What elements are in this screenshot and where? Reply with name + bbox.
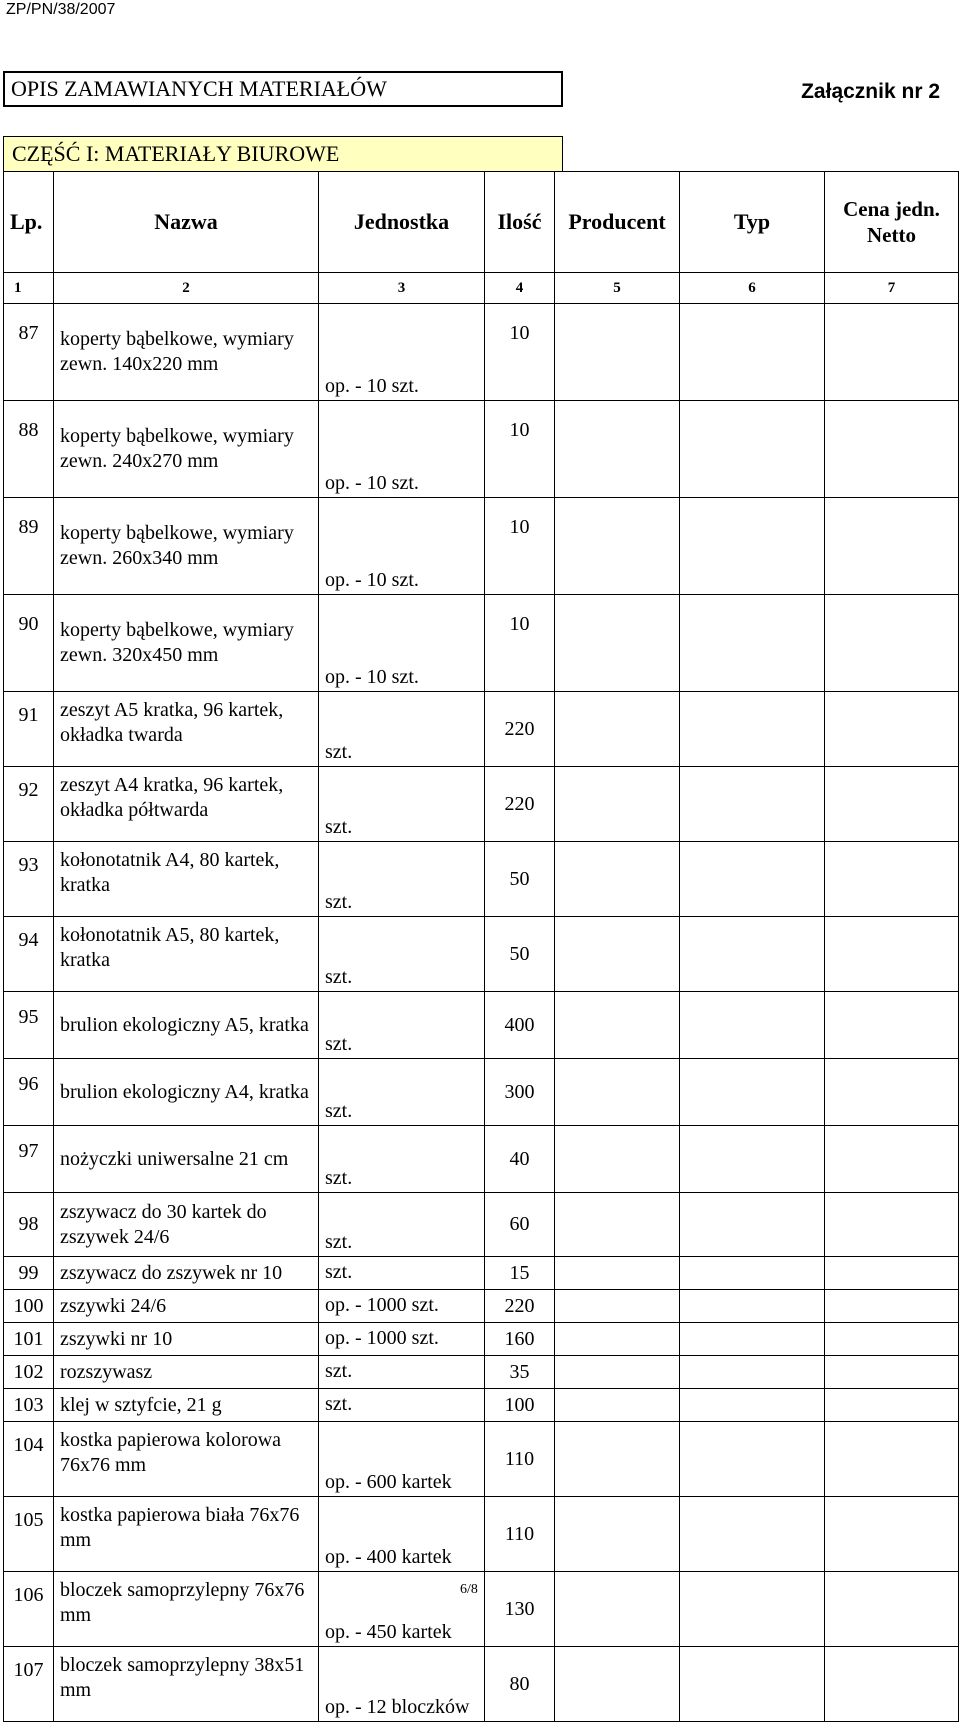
row-price	[825, 304, 959, 401]
row-price	[825, 595, 959, 692]
row-name: nożyczki uniwersalne 21 cm	[54, 1126, 319, 1193]
header-price-line1: Cena jedn.	[843, 197, 940, 221]
table-row	[4, 1389, 959, 1422]
row-price	[825, 992, 959, 1059]
row-price	[825, 1323, 959, 1356]
table-row	[4, 917, 959, 992]
row-type	[680, 1497, 825, 1572]
row-producer	[555, 1126, 680, 1193]
row-type	[680, 842, 825, 917]
row-lp: 95	[4, 992, 54, 1059]
row-price	[825, 1059, 959, 1126]
row-qty: 300	[485, 1059, 555, 1126]
table-row	[4, 1323, 959, 1356]
document-code: ZP/PN/38/2007	[6, 1, 116, 18]
row-unit: op. - 450 kartek	[319, 1572, 485, 1647]
row-lp: 104	[4, 1422, 54, 1497]
row-unit: szt.	[319, 1257, 485, 1290]
header-name: Nazwa	[54, 172, 319, 273]
row-producer	[555, 1647, 680, 1722]
row-type	[680, 304, 825, 401]
row-lp: 99	[4, 1257, 54, 1290]
row-producer	[555, 304, 680, 401]
header-price	[825, 172, 959, 273]
row-producer	[555, 1497, 680, 1572]
row-type	[680, 595, 825, 692]
table-row	[4, 1356, 959, 1389]
row-lp: 105	[4, 1497, 54, 1572]
row-price	[825, 1290, 959, 1323]
row-qty: 110	[485, 1497, 555, 1572]
row-price	[825, 1356, 959, 1389]
row-name: zszywki 24/6	[54, 1290, 319, 1323]
row-price	[825, 1422, 959, 1497]
row-qty: 400	[485, 992, 555, 1059]
row-qty: 10	[485, 401, 555, 498]
row-producer	[555, 1422, 680, 1497]
column-number: 3	[319, 273, 485, 304]
row-type	[680, 401, 825, 498]
row-producer	[555, 1059, 680, 1126]
row-name: bloczek samoprzylepny 76x76 mm	[54, 1572, 319, 1647]
row-price	[825, 1497, 959, 1572]
row-lp: 94	[4, 917, 54, 992]
row-producer	[555, 1323, 680, 1356]
row-producer	[555, 1572, 680, 1647]
row-unit: szt.	[319, 1356, 485, 1389]
row-producer	[555, 595, 680, 692]
row-name: brulion ekologiczny A5, kratka	[54, 992, 319, 1059]
row-unit: op. - 10 szt.	[319, 595, 485, 692]
row-unit: szt.	[319, 1193, 485, 1257]
row-type	[680, 1323, 825, 1356]
row-type	[680, 1290, 825, 1323]
row-lp: 93	[4, 842, 54, 917]
row-qty: 60	[485, 1193, 555, 1257]
row-unit: szt.	[319, 1389, 485, 1422]
row-unit: op. - 400 kartek	[319, 1497, 485, 1572]
row-lp: 98	[4, 1193, 54, 1257]
row-name: koperty bąbelkowe, wymiary zewn. 320x450 mm	[54, 595, 319, 692]
table-row	[4, 1193, 959, 1257]
row-lp: 88	[4, 401, 54, 498]
row-qty: 10	[485, 304, 555, 401]
table-row	[4, 401, 959, 498]
row-name: kostka papierowa biała 76x76 mm	[54, 1497, 319, 1572]
row-qty: 50	[485, 917, 555, 992]
header-type: Typ	[680, 172, 825, 273]
row-producer	[555, 1257, 680, 1290]
table-body	[4, 304, 959, 1722]
row-type	[680, 1126, 825, 1193]
row-name: koperty bąbelkowe, wymiary zewn. 260x340 mm	[54, 498, 319, 595]
row-price	[825, 1193, 959, 1257]
row-lp: 100	[4, 1290, 54, 1323]
row-unit: op. - 1000 szt.	[319, 1290, 485, 1323]
row-unit: op. - 10 szt.	[319, 498, 485, 595]
row-unit: szt.	[319, 842, 485, 917]
row-producer	[555, 498, 680, 595]
row-price	[825, 1389, 959, 1422]
table-row	[4, 692, 959, 767]
table-row	[4, 1059, 959, 1126]
row-name: koperty bąbelkowe, wymiary zewn. 140x220 mm	[54, 304, 319, 401]
row-unit: szt.	[319, 992, 485, 1059]
row-price	[825, 401, 959, 498]
row-qty: 220	[485, 1290, 555, 1323]
row-type	[680, 992, 825, 1059]
row-lp: 97	[4, 1126, 54, 1193]
column-number: 6	[680, 273, 825, 304]
row-name: zszywacz do zszywek nr 10	[54, 1257, 319, 1290]
row-producer	[555, 842, 680, 917]
table-row	[4, 1497, 959, 1572]
row-name: brulion ekologiczny A4, kratka	[54, 1059, 319, 1126]
row-qty: 50	[485, 842, 555, 917]
row-lp: 92	[4, 767, 54, 842]
row-unit: op. - 10 szt.	[319, 304, 485, 401]
row-qty: 220	[485, 692, 555, 767]
row-lp: 106	[4, 1572, 54, 1647]
header-qty: Ilość	[485, 172, 555, 273]
row-name: koperty bąbelkowe, wymiary zewn. 240x270 mm	[54, 401, 319, 498]
row-name: kołonotatnik A5, 80 kartek, kratka	[54, 917, 319, 992]
table-row	[4, 992, 959, 1059]
row-unit: szt.	[319, 692, 485, 767]
row-unit: szt.	[319, 917, 485, 992]
table-row	[4, 767, 959, 842]
row-producer	[555, 917, 680, 992]
table-row	[4, 842, 959, 917]
row-lp: 103	[4, 1389, 54, 1422]
row-type	[680, 692, 825, 767]
materials-table	[3, 171, 959, 1722]
table-row	[4, 595, 959, 692]
row-name: zszywki nr 10	[54, 1323, 319, 1356]
row-qty: 40	[485, 1126, 555, 1193]
row-name: kołonotatnik A4, 80 kartek, kratka	[54, 842, 319, 917]
column-number: 2	[54, 273, 319, 304]
row-producer	[555, 767, 680, 842]
table-header-row	[4, 172, 959, 273]
row-price	[825, 498, 959, 595]
row-qty: 100	[485, 1389, 555, 1422]
row-qty: 80	[485, 1647, 555, 1722]
row-name: klej w sztyfcie, 21 g	[54, 1389, 319, 1422]
row-name: bloczek samoprzylepny 38x51 mm	[54, 1647, 319, 1722]
row-lp: 96	[4, 1059, 54, 1126]
row-qty: 110	[485, 1422, 555, 1497]
header-price-line2: Netto	[867, 223, 916, 247]
row-lp: 91	[4, 692, 54, 767]
annex-label: Załącznik nr 2	[801, 80, 940, 103]
table-row	[4, 498, 959, 595]
column-number: 5	[555, 273, 680, 304]
row-lp: 89	[4, 498, 54, 595]
row-qty: 15	[485, 1257, 555, 1290]
row-qty: 10	[485, 595, 555, 692]
row-type	[680, 498, 825, 595]
row-price	[825, 917, 959, 992]
row-qty: 160	[485, 1323, 555, 1356]
row-name: rozszywasz	[54, 1356, 319, 1389]
row-unit: op. - 12 bloczków	[319, 1647, 485, 1722]
row-name: zeszyt A4 kratka, 96 kartek, okładka półtwarda	[54, 767, 319, 842]
page-number: 6/8	[460, 1582, 478, 1597]
row-producer	[555, 401, 680, 498]
row-lp: 90	[4, 595, 54, 692]
row-price	[825, 1647, 959, 1722]
row-lp: 102	[4, 1356, 54, 1389]
table-row	[4, 1290, 959, 1323]
row-price	[825, 767, 959, 842]
row-type	[680, 1647, 825, 1722]
row-producer	[555, 692, 680, 767]
row-producer	[555, 1290, 680, 1323]
row-unit: szt.	[319, 767, 485, 842]
column-number: 7	[825, 273, 959, 304]
row-type	[680, 1356, 825, 1389]
section-title: CZĘŚĆ I: MATERIAŁY BIUROWE	[3, 136, 563, 172]
row-price	[825, 1257, 959, 1290]
row-type	[680, 917, 825, 992]
row-unit: op. - 600 kartek	[319, 1422, 485, 1497]
row-price	[825, 1126, 959, 1193]
row-qty: 130	[485, 1572, 555, 1647]
row-type	[680, 1572, 825, 1647]
row-producer	[555, 1193, 680, 1257]
row-qty: 10	[485, 498, 555, 595]
table-row	[4, 1422, 959, 1497]
row-lp: 87	[4, 304, 54, 401]
row-name: zeszyt A5 kratka, 96 kartek, okładka twarda	[54, 692, 319, 767]
row-price	[825, 842, 959, 917]
table-row	[4, 304, 959, 401]
header-lp: Lp.	[4, 172, 54, 273]
header-unit: Jednostka	[319, 172, 485, 273]
row-type	[680, 1257, 825, 1290]
row-name: kostka papierowa kolorowa 76x76 mm	[54, 1422, 319, 1497]
row-type	[680, 1059, 825, 1126]
row-unit: szt.	[319, 1126, 485, 1193]
header-producer: Producent	[555, 172, 680, 273]
row-unit: op. - 10 szt.	[319, 401, 485, 498]
row-unit: szt.	[319, 1059, 485, 1126]
row-price	[825, 692, 959, 767]
row-price	[825, 1572, 959, 1647]
row-qty: 35	[485, 1356, 555, 1389]
row-lp: 101	[4, 1323, 54, 1356]
row-type	[680, 1389, 825, 1422]
column-number: 4	[485, 273, 555, 304]
table-row	[4, 1257, 959, 1290]
row-lp: 107	[4, 1647, 54, 1722]
table-row	[4, 1572, 959, 1647]
row-qty: 220	[485, 767, 555, 842]
column-number-row	[4, 273, 959, 304]
table-row	[4, 1647, 959, 1722]
row-unit: op. - 1000 szt.	[319, 1323, 485, 1356]
row-type	[680, 767, 825, 842]
row-type	[680, 1193, 825, 1257]
table-row	[4, 1126, 959, 1193]
document-title: OPIS ZAMAWIANYCH MATERIAŁÓW	[3, 71, 563, 107]
row-producer	[555, 1356, 680, 1389]
row-producer	[555, 1389, 680, 1422]
row-type	[680, 1422, 825, 1497]
row-producer	[555, 992, 680, 1059]
column-number: 1	[4, 273, 54, 304]
row-name: zszywacz do 30 kartek do zszywek 24/6	[54, 1193, 319, 1257]
